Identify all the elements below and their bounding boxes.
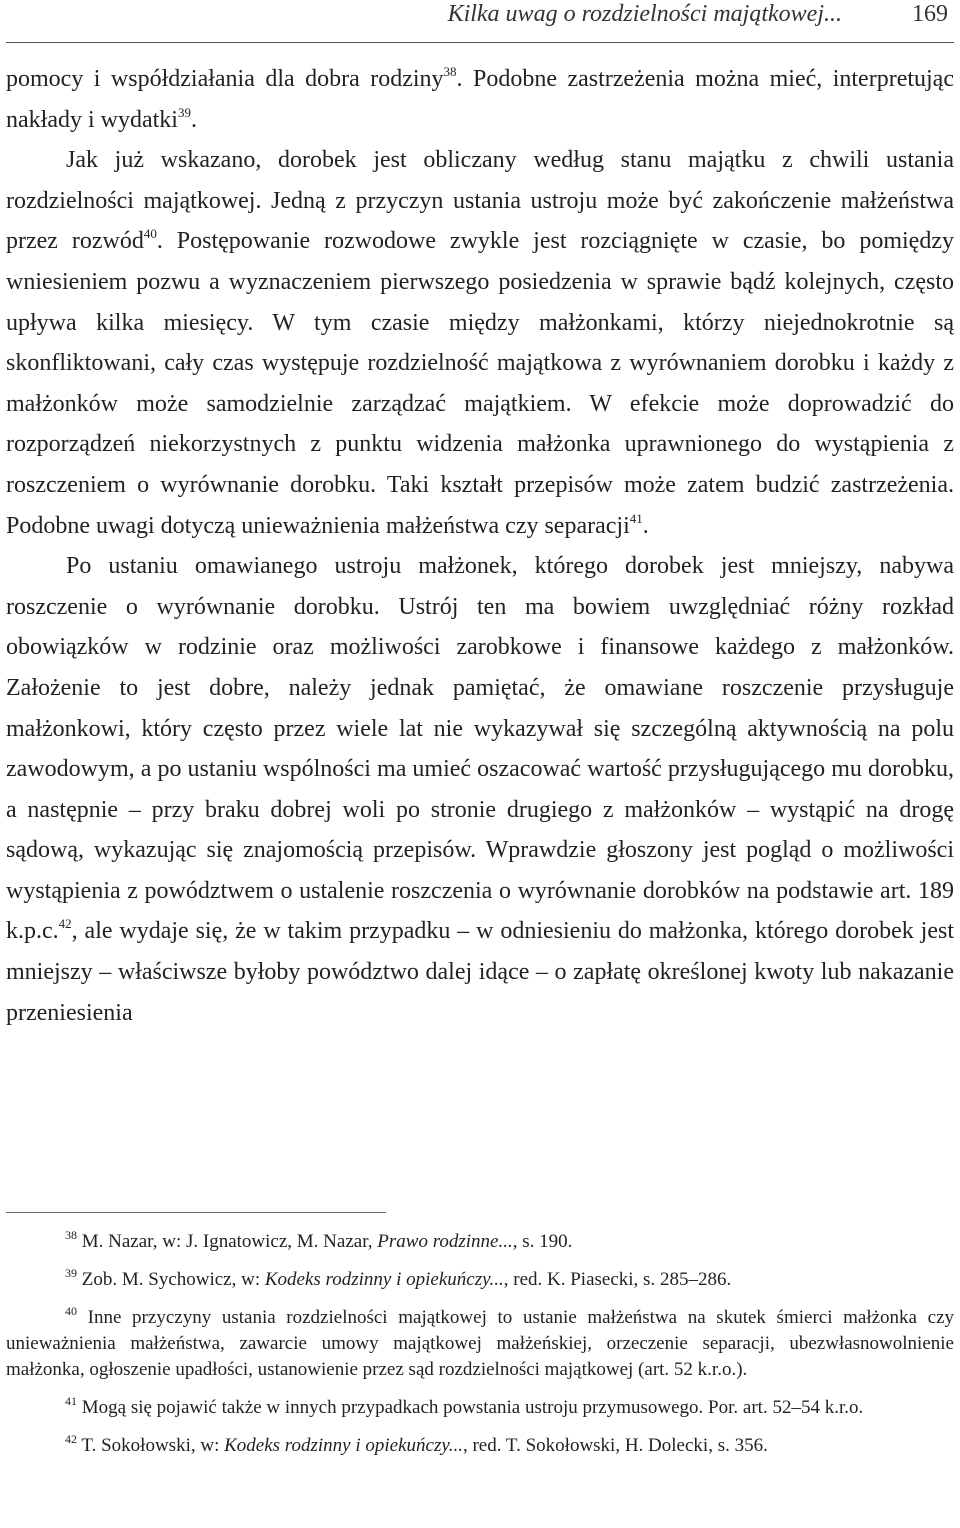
text-run: pomocy i współdziałania dla dobra rodziny xyxy=(6,66,444,92)
footnotes xyxy=(6,1229,954,1471)
text-run: . xyxy=(190,106,197,133)
footnote-41 xyxy=(6,1395,954,1421)
footnote-number: 40 xyxy=(65,1304,77,1318)
paragraph-1 xyxy=(6,59,954,140)
footnote-text: , red. T. Sokołowski, H. Dolecki, s. 356. xyxy=(462,1435,768,1456)
text-run: . Postępowanie rozwodowe zwykle jest rozciągnięte w czasie, bo pomiędzy wniesieniem pozwu a wyznaczeniem pierwszego posiedzenia w sprawie bądź kolejnych, często upływa kilka miesięcy. W tym czasie między małżonkami, którzy niejednokrotnie są skonfliktowani, cały czas występuje rozdzielność majątkowa z wyrównaniem dorobku i każdy z małżonków może samodzielnie zarządzać majątkiem. W efekcie może doprowadzić do rozporządzeń niekorzystnych z punktu widzenia małżonka uprawnionego do wystąpienia z roszczeniem o wyrównanie dorobku. Taki kształt przepisów może zatem budzić zastrzeżenia. Podobne uwagi dotyczą unieważnienia małżeństwa czy separacji xyxy=(6,228,954,539)
footnote-number: 41 xyxy=(65,1394,77,1408)
footnote-text: , s. 190. xyxy=(512,1231,573,1252)
cited-title: Kodeks rodzinny i opiekuńczy... xyxy=(264,1269,504,1290)
footnote-ref-41[interactable]: 41 xyxy=(629,510,643,526)
footnote-ref-42[interactable]: 42 xyxy=(58,916,72,932)
footnote-text: M. Nazar, w: J. Ignatowicz, M. Nazar, xyxy=(81,1231,378,1252)
footnote-text: Mogą się pojawić także w innych przypadkach powstania ustroju przymusowego. Por. art. 52–54 k.r.o. xyxy=(81,1397,864,1418)
footnote-number: 42 xyxy=(65,1432,77,1446)
main-text xyxy=(6,59,954,1033)
text-run: Jak już wskazano, dorobek jest obliczany według stanu majątku z chwili ustania rozdzielności majątkowej. Jedną z przyczyn ustania ustroju może być zakończenie małżeństwa przez rozwód xyxy=(6,147,954,255)
text-run: , ale wydaje się, że w takim przypadku – w odniesieniu do małżonka, którego dorobek jest mniejszy – właściwsze byłoby powództwo dalej idące – o zapłatę określonej kwoty lub nakazanie przeniesienia xyxy=(6,918,954,1026)
footnote-ref-38[interactable]: 38 xyxy=(443,64,457,79)
footnote-number: 39 xyxy=(65,1266,77,1280)
footnote-40 xyxy=(6,1305,954,1383)
footnote-text: , red. K. Piasecki, s. 285–286. xyxy=(503,1269,732,1290)
footnote-text: Inne przyczyny ustania rozdzielności majątkowej to ustanie małżeństwa na skutek śmierci małżonka czy unieważnienia małżeństwa, zawarcie umowy majątkowej małżeńskiej, orzeczenie separacji, ubezwłasnowolnienie małżonka, ogłoszenie upadłości, ustanowienie przez sąd rozdzielności majątkowej (art. 52 k.r.o.). xyxy=(6,1307,954,1380)
footnote-text: Zob. M. Sychowicz, w: xyxy=(81,1269,265,1290)
footnote-number: 38 xyxy=(65,1228,77,1242)
footnote-42 xyxy=(6,1433,954,1459)
running-header xyxy=(6,0,954,43)
footnote-ref-39[interactable]: 39 xyxy=(177,104,191,120)
running-title: Kilka uwag o rozdzielności majątkowej... xyxy=(447,1,842,27)
paragraph-3 xyxy=(6,546,954,1033)
cited-title: Prawo rodzinne... xyxy=(377,1231,513,1252)
text-run: Po ustaniu omawianego ustroju małżonek, którego dorobek jest mniejszy, nabywa roszczenie o wyrównanie dorobku. Ustrój ten ma bowiem uwzględniać różny rozkład obowiązków w rodzinie oraz możliwości zarobkowe i finansowe każdego z małżonków. Założenie to jest dobre, należy jednak pamiętać, że omawiane roszczenie przysługuje małżonkowi, który często przez wiele lat nie wykazywał się szczególną aktywnością na polu zawodowym, a po ustaniu wspólności ma umieć oszacować wartość przysługującego mu dorobku, a następnie – przy braku dobrej woli po stronie drugiego z małżonków – wystąpić na drogę sądową, wykazując się znajomością przepisów. Wprawdzie głoszony jest pogląd o możliwości wystąpienia z powództwem o ustalenie roszczenia o wyrównanie dorobków na podstawie art. 189 k.p.c. xyxy=(6,553,954,945)
footnote-text: T. Sokołowski, w: xyxy=(81,1435,225,1456)
footnote-separator xyxy=(6,1212,386,1213)
paragraph-2 xyxy=(6,140,954,546)
cited-title: Kodeks rodzinny i opiekuńczy... xyxy=(224,1435,463,1456)
text-run: . xyxy=(642,512,649,539)
page-number: 169 xyxy=(912,1,948,27)
footnote-ref-40[interactable]: 40 xyxy=(143,226,157,242)
text-run: . Podobne zastrzeżenia można mieć, interpretując nakłady i wydatki xyxy=(6,66,954,133)
footnote-39 xyxy=(6,1267,954,1293)
footnote-38 xyxy=(6,1229,954,1255)
